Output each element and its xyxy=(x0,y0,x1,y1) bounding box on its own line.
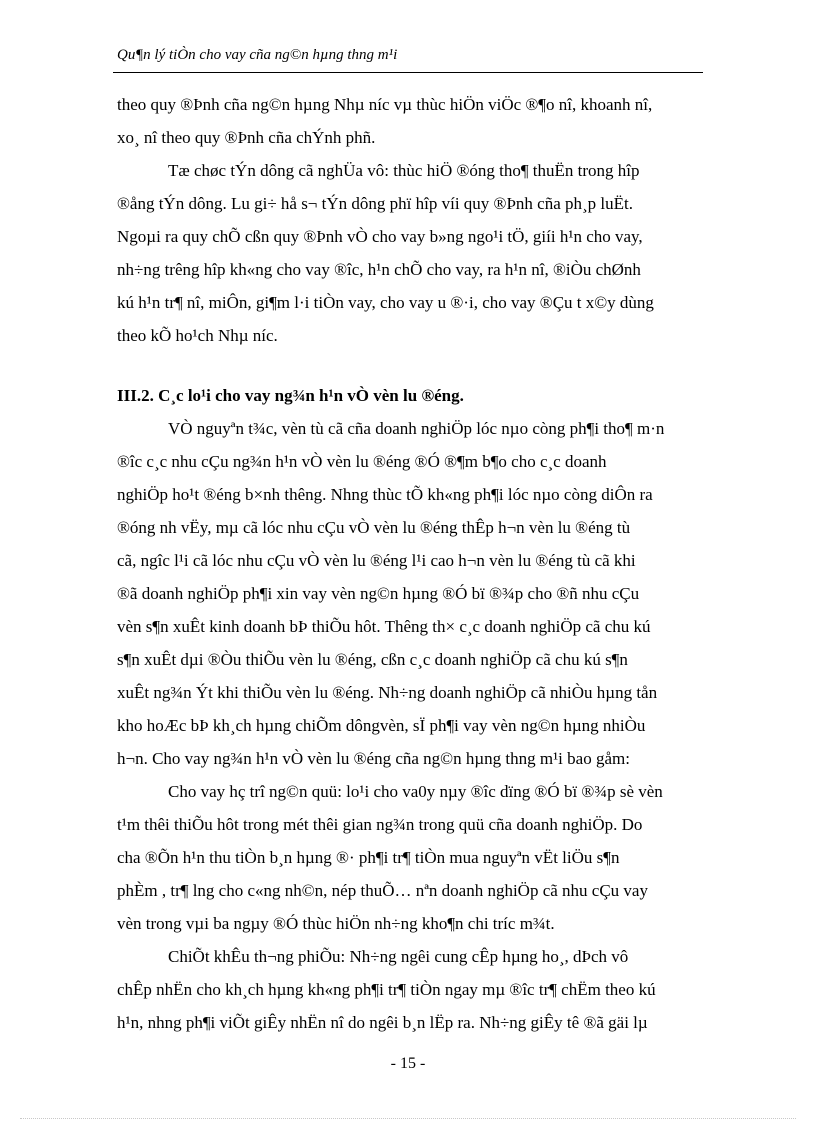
text-line: xo¸ nî theo quy ®Þnh cña chÝnh phñ. xyxy=(117,128,376,147)
text-line: h¬n. Cho vay ng¾n h¹n vÒ vèn lu ®éng cña ng©n hµng thng m¹i bao gåm: xyxy=(117,749,630,768)
text-line: phÈm , tr¶ lng cho c«ng nh©n, nép thuÕ… nªn doanh nghiÖp cã nhu cÇu vay xyxy=(117,881,648,900)
text-line: vèn trong vµi ba ngµy ®Ó thùc hiÖn nh÷ng kho¶n chi tríc m¾t. xyxy=(117,914,555,933)
text-line: h¹n, nhng ph¶i viÕt giÊy nhËn nî do ngêi b¸n lËp ra. Nh÷ng giÊy tê ®ã gäi lµ xyxy=(117,1013,648,1032)
section-heading: III.2. C¸c lo¹i cho vay ng¾n h¹n vÒ vèn lu ®éng. xyxy=(117,386,464,405)
text-line: ®îc c¸c nhu cÇu ng¾n h¹n vÒ vèn lu ®éng ®Ó ®¶m b¶o cho c¸c doanh xyxy=(117,452,607,471)
text-line: VÒ nguyªn t¾c, vèn tù cã cña doanh nghiÖp lóc nµo còng ph¶i tho¶ m·n xyxy=(168,419,665,438)
text-line: theo kÕ ho¹ch Nhµ níc. xyxy=(117,326,278,345)
text-line: ®ã doanh nghiÖp ph¶i xin vay vèn ng©n hµng ®Ó bï ®¾p cho ®ñ nhu cÇu xyxy=(117,584,640,603)
text-line: Tæ chøc tÝn dông cã nghÜa vô: thùc hiÖ ®óng tho¶ thuËn trong hîp xyxy=(168,161,640,180)
page-bottom-divider xyxy=(20,1118,796,1119)
text-line: ®óng nh vËy, mµ cã lóc nhu cÇu vÒ vèn lu ®éng thÊp h¬n vèn lu ®éng tù xyxy=(117,518,631,537)
text-line: cha ®Õn h¹n thu tiÒn b¸n hµng ®· ph¶i tr¶ tiÒn mua nguyªn vËt liÖu s¶n xyxy=(117,848,620,867)
text-line: Ngoµi ra quy chÕ cßn quy ®Þnh vÒ cho vay b»ng ngo¹i tÖ, giíi h¹n cho vay, xyxy=(117,227,643,246)
text-line: nghiÖp ho¹t ®éng b×nh thêng. Nhng thùc tÕ kh«ng ph¶i lóc nµo còng diÔn ra xyxy=(117,485,653,504)
text-line: t¹m thêi thiÕu hôt trong mét thêi gian ng¾n trong quü cña doanh nghiÖp. Do xyxy=(117,815,643,834)
text-line: kú h¹n tr¶ nî, miÔn, gi¶m l·i tiÒn vay, cho vay u ®·i, cho vay ®Çu t x©y dùng xyxy=(117,293,654,312)
text-line: vèn s¶n xuÊt kinh doanh bÞ thiÕu hôt. Thêng th× c¸c doanh nghiÖp cã chu kú xyxy=(117,617,651,636)
page-number: - 15 - xyxy=(390,1055,426,1072)
text-line: xuÊt ng¾n Ýt khi thiÕu vèn lu ®éng. Nh÷ng doanh nghiÖp cã nhiÒu hµng tån xyxy=(117,683,658,702)
text-line: kho hoÆc bÞ kh¸ch hµng chiÕm dôngvèn, sÏ ph¶i vay vèn ng©n hµng nhiÒu xyxy=(117,716,646,735)
text-line: ChiÕt khÊu th¬ng phiÕu: Nh÷ng ngêi cung cÊp hµng ho¸, dÞch vô xyxy=(168,947,629,966)
text-line: nh÷ng trêng hîp kh«ng cho vay ®îc, h¹n chÕ cho vay, ra h¹n nî, ®iÒu chØnh xyxy=(117,260,641,279)
header-divider xyxy=(113,72,703,73)
text-line: Cho vay hç trî ng©n quü: lo¹i cho va0y nµy ®îc dïng ®Ó bï ®¾p sè vèn xyxy=(168,782,663,801)
text-line: chÊp nhËn cho kh¸ch hµng kh«ng ph¶i tr¶ tiÒn ngay mµ ®îc tr¶ chËm theo kú xyxy=(117,980,656,999)
text-line: ®ång tÝn dông. Lu gi÷ hå s¬ tÝn dông phï hîp víi quy ®Þnh cña ph¸p luËt. xyxy=(117,194,633,213)
text-line: s¶n xuÊt dµi ®Òu thiÕu vèn lu ®éng, cßn c¸c doanh nghiÖp cã chu kú s¶n xyxy=(117,650,628,669)
text-line: cã, ngîc l¹i cã lóc nhu cÇu vÒ vèn lu ®éng l¹i cao h¬n vèn lu ®éng tù cã khi xyxy=(117,551,636,570)
text-line: theo quy ®Þnh cña ng©n hµng Nhµ níc vµ thùc hiÖn viÖc ®¶o nî, khoanh nî, xyxy=(117,95,653,114)
running-header: Qu¶n lý tiÒn cho vay cña ng©n hµng thng m¹i xyxy=(117,47,398,63)
